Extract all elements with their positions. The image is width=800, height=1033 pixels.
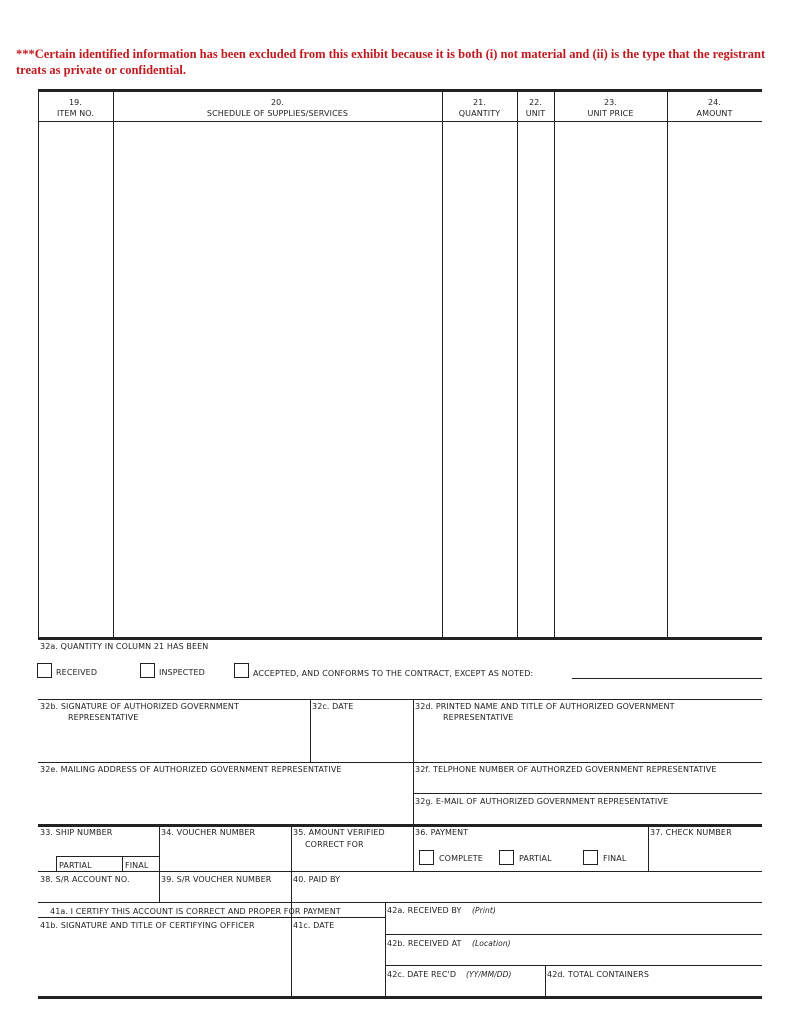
ship-final-box-left xyxy=(122,856,123,872)
ship-final-option[interactable]: FINAL xyxy=(125,861,149,870)
table-header-divider xyxy=(38,121,762,122)
column-divider xyxy=(442,91,443,638)
ship-partial-final-box-top xyxy=(56,856,159,857)
column-divider xyxy=(385,902,386,997)
inspected-label: INSPECTED xyxy=(159,668,205,677)
field-32f-label: 32f. TELPHONE NUMBER OF AUTHORZED GOVERNMENT REPRESENTATIVE xyxy=(415,765,717,774)
field-42a-label: 42a. RECEIVED BY xyxy=(387,906,462,915)
received-checkbox[interactable] xyxy=(37,663,52,678)
field-42b-hint: (Location) xyxy=(472,939,511,948)
column-divider xyxy=(517,91,518,638)
table-top-border xyxy=(38,89,762,92)
table-left-border xyxy=(38,91,39,638)
row-divider xyxy=(385,934,762,935)
field-32d-label: 32d. PRINTED NAME AND TITLE OF AUTHORIZED GOVERNMENT REPRESENTATIVE xyxy=(415,702,675,722)
field-36-label: 36. PAYMENT xyxy=(415,828,469,837)
field-37-label: 37. CHECK NUMBER xyxy=(650,828,732,837)
field-42b-label: 42b. RECEIVED AT xyxy=(387,939,462,948)
row-divider xyxy=(38,871,762,872)
field-42d-label: 42d. TOTAL CONTAINERS xyxy=(547,970,650,979)
ship-partial-option[interactable]: PARTIAL xyxy=(59,861,92,870)
field-32a-label: 32a. QUANTITY IN COLUMN 21 HAS BEEN xyxy=(40,642,209,651)
inspected-checkbox[interactable] xyxy=(140,663,155,678)
form-bottom-border xyxy=(38,996,762,999)
column-header-amount: 24. AMOUNT xyxy=(696,98,733,118)
field-42a-hint: (Print) xyxy=(472,906,496,915)
payment-partial-label: PARTIAL xyxy=(519,854,552,863)
accepted-label: ACCEPTED, AND CONFORMS TO THE CONTRACT, EXCEPT AS NOTED: xyxy=(253,669,534,678)
row-divider xyxy=(38,902,762,903)
column-divider xyxy=(648,826,649,872)
column-header-item-no: 19. ITEM NO. xyxy=(56,98,95,118)
payment-partial-checkbox[interactable] xyxy=(499,850,514,865)
column-header-quantity: 21. QUANTITY xyxy=(458,98,501,118)
confidentiality-notice: ***Certain identified information has been excluded from this exhibit because it is both (i) not material and (ii) is the type that the registrant treats as private or confidential. xyxy=(16,47,766,77)
column-divider xyxy=(667,91,668,638)
received-label: RECEIVED xyxy=(56,668,98,677)
column-header-schedule: 20. SCHEDULE OF SUPPLIES/SERVICES xyxy=(206,98,349,118)
exception-notes-line[interactable] xyxy=(572,678,762,679)
field-39-label: 39. S/R VOUCHER NUMBER xyxy=(161,875,272,884)
row-divider xyxy=(38,917,385,918)
column-header-unit-price: 23. UNIT PRICE xyxy=(587,98,634,118)
field-38-label: 38. S/R ACCOUNT NO. xyxy=(40,875,130,884)
column-divider xyxy=(310,699,311,762)
column-divider xyxy=(554,91,555,638)
field-32e-label: 32e. MAILING ADDRESS OF AUTHORIZED GOVERNMENT REPRESENTATIVE xyxy=(40,765,342,774)
field-33-label: 33. SHIP NUMBER xyxy=(40,828,113,837)
field-41a-label: 41a. I CERTIFY THIS ACCOUNT IS CORRECT AND PROPER FOR PAYMENT xyxy=(50,907,341,916)
field-41b-label: 41b. SIGNATURE AND TITLE OF CERTIFYING OFFICER xyxy=(40,921,255,930)
payment-complete-label: COMPLETE xyxy=(439,854,483,863)
column-divider xyxy=(159,826,160,902)
field-41c-label: 41c. DATE xyxy=(293,921,335,930)
column-divider xyxy=(545,965,546,997)
field-40-label: 40. PAID BY xyxy=(293,875,341,884)
field-35-label: 35. AMOUNT VERIFIED CORRECT FOR xyxy=(293,828,385,849)
field-34-label: 34. VOUCHER NUMBER xyxy=(161,828,256,837)
field-32c-label: 32c. DATE xyxy=(312,702,354,711)
field-32g-label: 32g. E-MAIL OF AUTHORIZED GOVERNMENT REPRESENTATIVE xyxy=(415,797,669,806)
row-divider xyxy=(385,965,762,966)
payment-complete-checkbox[interactable] xyxy=(419,850,434,865)
row-divider xyxy=(413,793,762,794)
row-divider xyxy=(38,699,762,700)
payment-final-label: FINAL xyxy=(603,854,627,863)
payment-final-checkbox[interactable] xyxy=(583,850,598,865)
accepted-checkbox[interactable] xyxy=(234,663,249,678)
column-divider xyxy=(113,91,114,638)
column-divider xyxy=(413,826,414,872)
field-42c-label: 42c. DATE REC'D xyxy=(387,970,457,979)
table-bottom-border xyxy=(38,637,762,640)
field-42c-hint: (YY/MM/DD) xyxy=(466,970,512,979)
column-header-unit: 22. UNIT xyxy=(525,98,546,118)
ship-partial-box-left xyxy=(56,856,57,872)
field-32b-label: 32b. SIGNATURE OF AUTHORIZED GOVERNMENT REPRESENTATIVE xyxy=(40,702,239,722)
row-divider xyxy=(38,762,762,763)
